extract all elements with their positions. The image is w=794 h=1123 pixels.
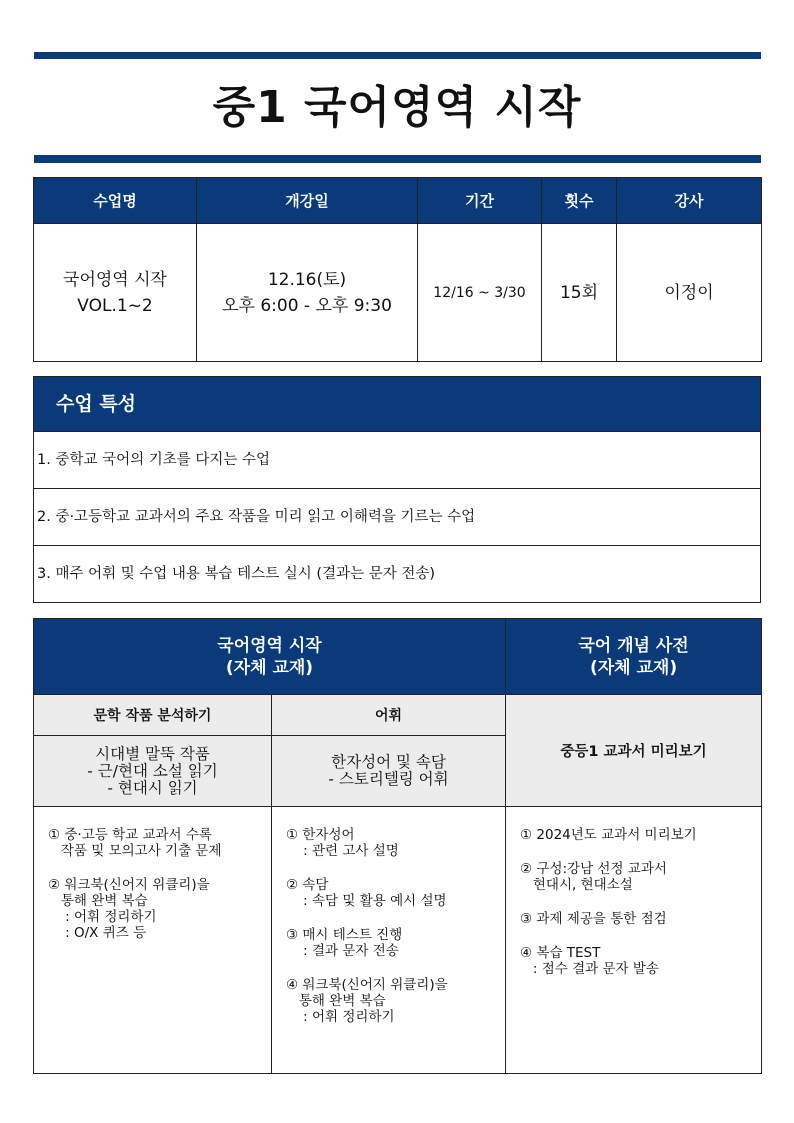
- detail-item: ④ 복습 TEST : 점수 결과 문자 발송: [520, 945, 659, 977]
- textbook-header-line: 국어 개념 사전: [578, 635, 689, 656]
- course-name-cell: [34, 224, 197, 362]
- detail-item: ② 워크북(신어지 위클리)을 통해 완벽 복습 : 어휘 정리하기 : O/X 퀴즈 등: [48, 877, 210, 941]
- description-line: - 현대시 읽기: [107, 778, 198, 797]
- subheader-vocabulary: 어휘: [272, 695, 506, 736]
- course-name-line: VOL.1~2: [77, 295, 153, 316]
- header-course-name: 수업명: [34, 178, 197, 224]
- textbook-preview-details: [506, 807, 762, 1074]
- literature-details: [34, 807, 272, 1074]
- header-sessions: 횟수: [542, 178, 617, 224]
- detail-item: ④ 워크북(신어지 위클리)을 통해 완벽 복습 : 어휘 정리하기: [286, 977, 448, 1025]
- start-date-cell: [197, 224, 418, 362]
- header-teacher: 강사: [617, 178, 762, 224]
- class-features-section: [33, 376, 761, 603]
- textbook-header-line: (자체 교재): [225, 657, 314, 678]
- description-line: 시대별 말뚝 작품: [95, 744, 210, 763]
- page-title: 중1 국어영역 시작: [212, 82, 582, 133]
- subheader-literature: 문학 작품 분석하기: [34, 695, 272, 736]
- detail-item: ② 속담 : 속담 및 활용 예시 설명: [286, 877, 447, 909]
- sessions-cell: 15회: [542, 224, 617, 362]
- textbook-header-main: [34, 619, 506, 695]
- start-time-line: 오후 6:00 - 오후 9:30: [222, 295, 392, 316]
- vocabulary-description: [272, 736, 506, 807]
- bottom-divider-bar: [34, 155, 761, 163]
- detail-item: ③ 과제 제공을 통한 점검: [520, 911, 667, 927]
- course-name-line: 국어영역 시작: [63, 269, 167, 290]
- teacher-cell: 이정이: [617, 224, 762, 362]
- description-line: - 스토리텔링 어휘: [328, 770, 449, 788]
- feature-item: 2. 중·고등학교 교과서의 주요 작품을 미리 읽고 이해력을 기르는 수업: [34, 488, 760, 545]
- top-divider-bar: [34, 52, 761, 59]
- start-date-line: 12.16(토): [267, 269, 347, 290]
- detail-item: ① 2024년도 교과서 미리보기: [520, 827, 697, 843]
- textbook-header-line: (자체 교재): [589, 657, 678, 678]
- detail-item: ① 중·고등 학교 교과서 수록 작품 및 모의고사 기출 문제: [48, 827, 222, 859]
- detail-item: ① 한자성어 : 관련 고사 설명: [286, 827, 399, 859]
- curriculum-table: [33, 618, 762, 1074]
- feature-item: 1. 중학교 국어의 기초를 다지는 수업: [34, 431, 760, 488]
- description-line: - 근/현대 소설 읽기: [87, 761, 218, 780]
- header-period: 기간: [418, 178, 542, 224]
- period-cell: 12/16 ~ 3/30: [418, 224, 542, 362]
- description-line: 한자성어 및 속담: [331, 753, 446, 771]
- textbook-header-dictionary: [506, 619, 762, 695]
- detail-item: ② 구성:강남 선정 교과서 현대시, 현대소설: [520, 861, 667, 893]
- literature-description: [34, 736, 272, 807]
- header-start-date: 개강일: [197, 178, 418, 224]
- subheader-textbook-preview: 중등1 교과서 미리보기: [506, 695, 762, 807]
- detail-item: ③ 매시 테스트 진행 : 결과 문자 전송: [286, 927, 403, 959]
- features-title: 수업 특성: [34, 377, 760, 431]
- course-info-table: [33, 177, 762, 362]
- textbook-header-line: 국어영역 시작: [217, 635, 322, 656]
- vocabulary-details: [272, 807, 506, 1074]
- feature-item: 3. 매주 어휘 및 수업 내용 복습 테스트 실시 (결과는 문자 전송): [34, 545, 760, 602]
